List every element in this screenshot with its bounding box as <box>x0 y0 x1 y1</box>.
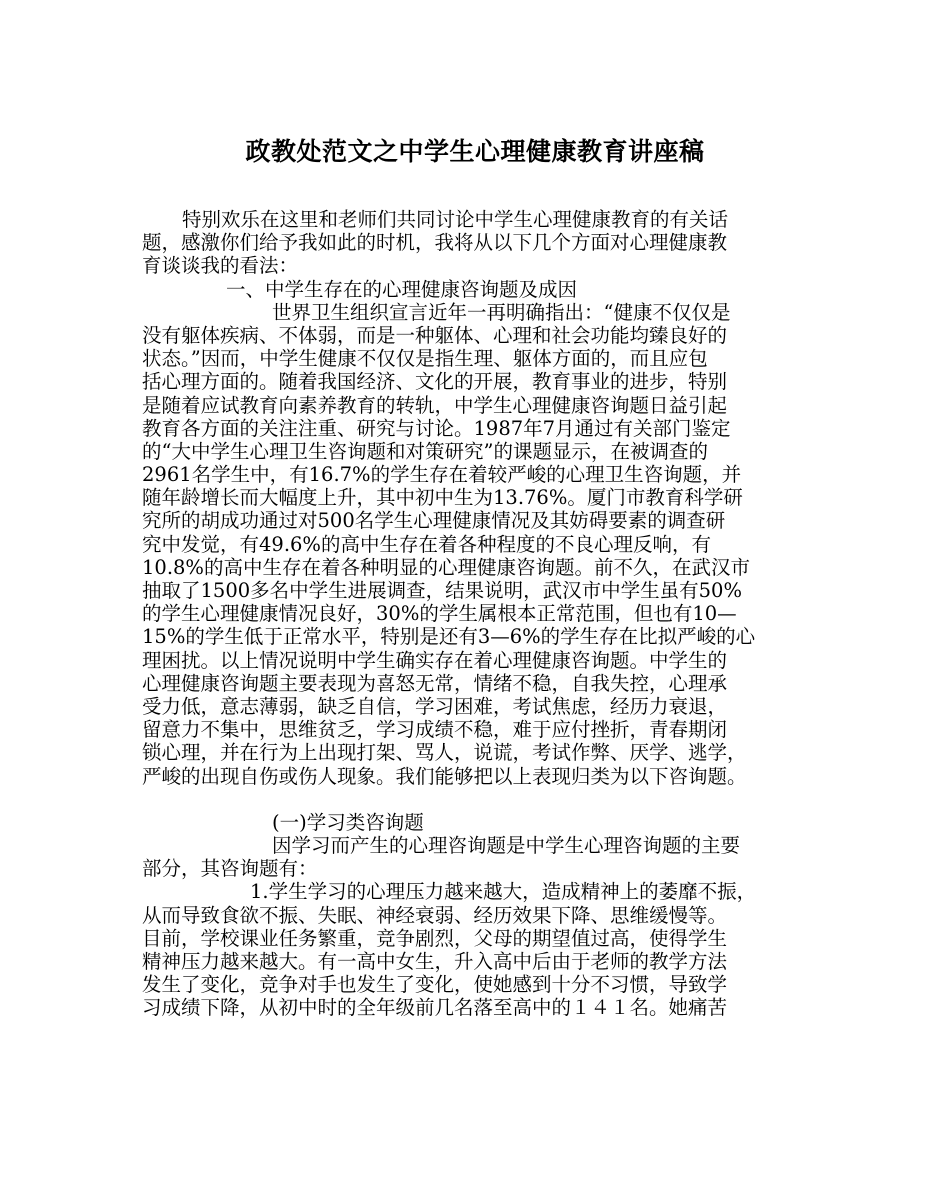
item1-line: 1.学生学习的心理压力越来越大，造成精神上的萎靡不振， <box>250 880 757 904</box>
section1-line: 教育各方面的关注注重、研究与讨论。1987年7月通过有关部门鉴定 <box>142 416 731 440</box>
section1-line: 锁心理，并在行为上出现打架、骂人，说谎，考试作弊、厌学、逃学， <box>142 741 747 765</box>
section1-line: 的“大中学生心理卫生咨询题和对策研究”的课题显示，在被调查的 <box>142 439 708 463</box>
document-title: 政教处范文之中学生心理健康教育讲座稿 <box>245 137 705 166</box>
section1-line: 2961名学生中，有16.7%的学生存在着较严峻的心理卫生咨询题，并 <box>142 463 742 487</box>
subsection1-line: 因学习而产生的心理咨询题是中学生心理咨询题的主要 <box>272 834 741 858</box>
subsection-heading: (一)学习类咨询题 <box>272 810 424 834</box>
item1-line: 从而导致食欲不振、失眠、神经衰弱、经历效果下降、思维缓慢等。 <box>142 903 728 927</box>
item1-line: 精神压力越来越大。有一高中女生，升入高中后由于老师的教学方法 <box>142 950 728 973</box>
section1-line: 没有躯体疾病、不体弱，而是一种躯体、心理和社会功能均臻良好的 <box>142 323 728 347</box>
item1-line: 习成绩下降，从初中时的全年级前几名落至高中的１４１名。她痛苦 <box>142 996 728 1020</box>
item1-line: 发生了变化，竞争对手也发生了变化，使她感到十分不习惯，导致学 <box>142 973 728 997</box>
subsection1-line: 部分，其咨询题有： <box>142 857 318 881</box>
paragraph-gap <box>142 788 832 811</box>
section1-line: 括心理方面的。随着我国经济、文化的开展，教育事业的进步，特别 <box>142 370 728 394</box>
section1-line: 世界卫生组织宣言近年一再明确指出：“健康不仅仅是 <box>272 300 731 324</box>
intro-line: 特别欢乐在这里和老师们共同讨论中学生心理健康教育的有关话 <box>182 208 729 231</box>
section1-line: 15%的学生低于正常水平，特别是还有3—6%的学生存在比拟严峻的心 <box>142 625 756 649</box>
section1-line: 留意力不集中，思维贫乏，学习成绩不稳，难于应付挫折，青春期闭 <box>142 718 728 742</box>
section1-line: 究所的胡成功通过对500名学生心理健康情况及其妨碍要素的调查研 <box>142 509 726 533</box>
section1-line: 的学生心理健康情况良好，30%的学生属根本正常范围，但也有10— <box>142 602 737 626</box>
section1-line: 理困扰。以上情况说明中学生确实存在着心理健康咨询题。中学生的 <box>142 648 728 672</box>
section1-line: 抽取了1500多名中学生进展调查，结果说明，武汉市中学生虽有50% <box>142 579 742 602</box>
intro-line: 育谈谈我的看法： <box>142 254 299 278</box>
section1-line: 随年龄增长而大幅度上升，其中初中生为13.76%。厦门市教育科学研 <box>142 486 743 510</box>
section1-line: 状态。”因而，中学生健康不仅仅是指生理、躯体方面的，而且应包 <box>142 347 708 371</box>
section1-line: 受力低，意志薄弱，缺乏自信，学习困难，考试焦虑，经历力衰退， <box>142 694 728 718</box>
section1-line: 心理健康咨询题主要表现为喜怒无常，情绪不稳，自我失控，心理承 <box>142 671 728 695</box>
section-heading: 一、中学生存在的心理健康咨询题及成因 <box>226 277 578 301</box>
intro-line: 题，感激你们给予我如此的时机，我将从以下几个方面对心理健康教 <box>142 231 728 255</box>
section1-line: 究中发觉，有49.6%的高中生存在着各种程度的不良心理反响，有 <box>142 532 711 556</box>
section1-line: 严峻的出现自伤或伤人现象。我们能够把以上表现归类为以下咨询题。 <box>142 764 747 788</box>
document-body <box>142 208 832 1020</box>
section1-line: 10.8%的高中生存在着各种明显的心理健康咨询题。前不久，在武汉市 <box>142 555 750 579</box>
item1-line: 目前，学校课业任务繁重，竞争剧烈，父母的期望值过高，使得学生 <box>142 926 728 950</box>
section1-line: 是随着应试教育向素养教育的转轨，中学生心理健康咨询题日益引起 <box>142 393 728 417</box>
